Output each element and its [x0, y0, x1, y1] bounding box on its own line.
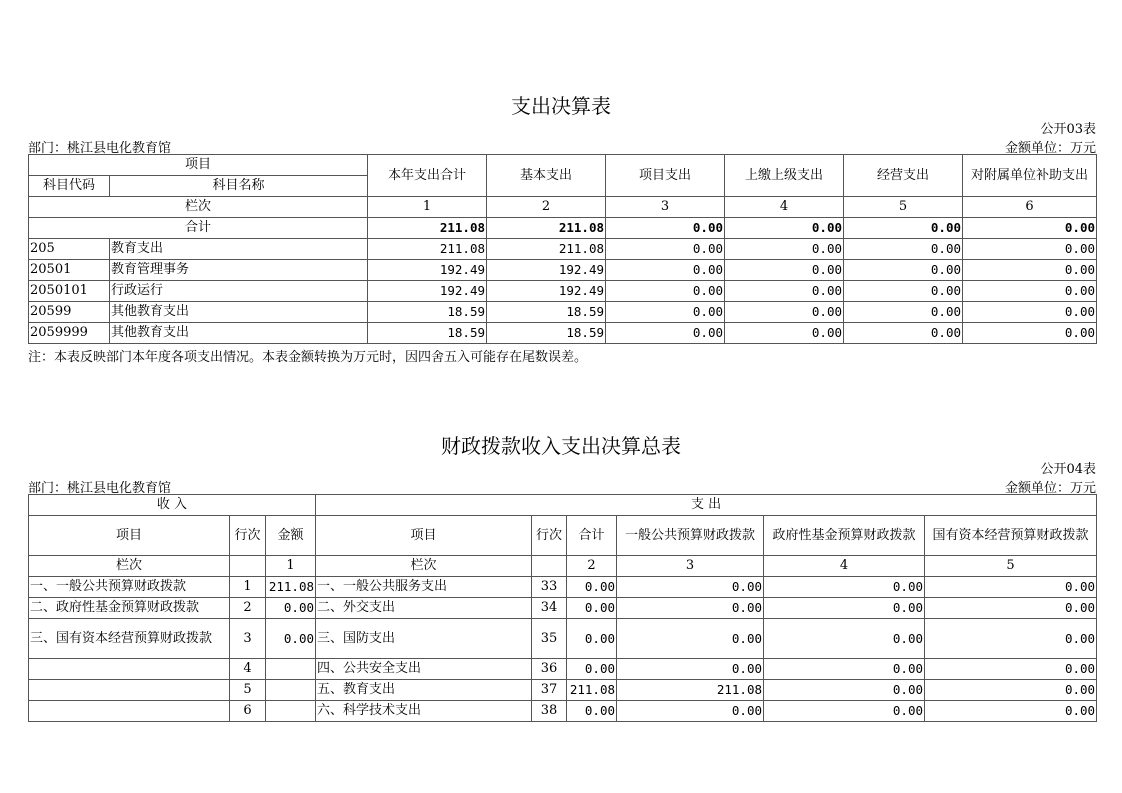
subject-code: 20599: [29, 302, 110, 323]
income-item: 一、一般公共预算财政拨款: [29, 577, 230, 598]
header-income-rowno: 行次: [230, 516, 266, 556]
amount-cell: 0.00: [844, 260, 963, 281]
expense-item: 六、科学技术支出: [316, 701, 532, 722]
amount-cell: 211.08: [617, 680, 764, 701]
col-number: 4: [725, 197, 844, 218]
header-income: 收 入: [29, 495, 316, 516]
amount-cell: 0.00: [567, 659, 617, 680]
table2-unit: 金额单位：万元: [1004, 481, 1096, 496]
amount-cell: 0.00: [764, 701, 925, 722]
table-row: [29, 577, 1097, 598]
amount-cell: 0.00: [725, 260, 844, 281]
col-number: 4: [764, 556, 925, 577]
col-number: 6: [963, 197, 1097, 218]
col-number: 2: [567, 556, 617, 577]
total-cell: 0.00: [844, 218, 963, 239]
lanci-label: 栏次: [29, 556, 230, 577]
table-row: [29, 302, 1097, 323]
table-row: [29, 281, 1097, 302]
income-amount: 0.00: [266, 619, 316, 659]
income-amount: 211.08: [266, 577, 316, 598]
income-rowno: 1: [230, 577, 266, 598]
total-label: 合计: [29, 218, 368, 239]
table-row: [29, 260, 1097, 281]
amount-cell: 192.49: [487, 260, 606, 281]
amount-cell: 0.00: [725, 323, 844, 344]
total-cell: 0.00: [606, 218, 725, 239]
amount-cell: 0.00: [617, 577, 764, 598]
amount-cell: 18.59: [487, 302, 606, 323]
table2-title: 财政拨款收入支出决算总表: [441, 434, 681, 458]
amount-cell: 0.00: [725, 239, 844, 260]
amount-cell: 0.00: [567, 598, 617, 619]
subject-name: 其他教育支出: [110, 323, 368, 344]
amount-cell: 0.00: [567, 701, 617, 722]
total-cell: 0.00: [963, 218, 1097, 239]
table1-department: 部门：桃江县电化教育馆: [28, 141, 172, 156]
subject-code: 2050101: [29, 281, 110, 302]
col-number: 3: [606, 197, 725, 218]
amount-cell: 0.00: [606, 260, 725, 281]
expense-rowno: 35: [532, 619, 567, 659]
table-row: [29, 323, 1097, 344]
col-number: 2: [487, 197, 606, 218]
header-expense-rowno: 行次: [532, 516, 567, 556]
amount-cell: 0.00: [764, 619, 925, 659]
table1-unit: 金额单位：万元: [1004, 141, 1096, 156]
income-amount: [266, 701, 316, 722]
amount-cell: 211.08: [567, 680, 617, 701]
header-gov-fund: 政府性基金预算财政拨款: [764, 516, 925, 556]
amount-cell: 211.08: [487, 239, 606, 260]
income-rowno: 6: [230, 701, 266, 722]
total-row: [29, 218, 1097, 239]
amount-cell: 0.00: [764, 598, 925, 619]
header-general-budget: 一般公共预算财政拨款: [617, 516, 764, 556]
header-name: 科目名称: [110, 176, 368, 197]
expense-rowno: 36: [532, 659, 567, 680]
table-row: [29, 598, 1097, 619]
amount-cell: 18.59: [368, 302, 487, 323]
amount-cell: 0.00: [925, 701, 1097, 722]
table2-number: 公开04表: [1040, 462, 1096, 477]
header-income-amount: 金额: [266, 516, 316, 556]
amount-cell: 0.00: [764, 577, 925, 598]
subject-code: 2059999: [29, 323, 110, 344]
income-item: 二、政府性基金预算财政拨款: [29, 598, 230, 619]
amount-cell: 0.00: [617, 598, 764, 619]
lanci-label: 栏次: [29, 197, 368, 218]
amount-cell: 0.00: [844, 281, 963, 302]
subject-code: 205: [29, 239, 110, 260]
amount-cell: 192.49: [368, 260, 487, 281]
amount-cell: 0.00: [963, 239, 1097, 260]
subject-name: 教育支出: [110, 239, 368, 260]
amount-cell: 18.59: [368, 323, 487, 344]
amount-cell: 0.00: [925, 619, 1097, 659]
subject-code: 20501: [29, 260, 110, 281]
fiscal-appropriation-table: [28, 494, 1097, 722]
col-number: 3: [617, 556, 764, 577]
amount-cell: 0.00: [963, 323, 1097, 344]
header-col: 项目支出: [606, 155, 725, 197]
expense-item: 二、外交支出: [316, 598, 532, 619]
header-expense: 支 出: [316, 495, 1097, 516]
total-cell: 211.08: [368, 218, 487, 239]
amount-cell: 0.00: [606, 302, 725, 323]
amount-cell: 0.00: [617, 659, 764, 680]
subject-name: 其他教育支出: [110, 302, 368, 323]
income-item: [29, 680, 230, 701]
expense-rowno: 34: [532, 598, 567, 619]
income-amount: 0.00: [266, 598, 316, 619]
income-item: [29, 659, 230, 680]
col-number: [230, 556, 266, 577]
lanci-row: [29, 556, 1097, 577]
table1-number: 公开03表: [1040, 122, 1096, 137]
header-col: 上缴上级支出: [725, 155, 844, 197]
amount-cell: 0.00: [606, 281, 725, 302]
col-number: 5: [844, 197, 963, 218]
amount-cell: 0.00: [617, 701, 764, 722]
amount-cell: 0.00: [567, 577, 617, 598]
header-col: 本年支出合计: [368, 155, 487, 197]
table1-note: 注：本表反映部门本年度各项支出情况。本表金额转换为万元时，因四舍五入可能存在尾数误差。: [28, 350, 588, 365]
amount-cell: 18.59: [487, 323, 606, 344]
income-rowno: 4: [230, 659, 266, 680]
col-number: [532, 556, 567, 577]
amount-cell: 0.00: [925, 577, 1097, 598]
expense-item: 一、一般公共服务支出: [316, 577, 532, 598]
amount-cell: 192.49: [368, 281, 487, 302]
table-row: [29, 701, 1097, 722]
amount-cell: 0.00: [925, 680, 1097, 701]
table1-title: 支出决算表: [511, 94, 611, 118]
col-number: 5: [925, 556, 1097, 577]
lanci-label: 栏次: [316, 556, 532, 577]
income-rowno: 5: [230, 680, 266, 701]
amount-cell: 0.00: [764, 659, 925, 680]
amount-cell: 0.00: [764, 680, 925, 701]
amount-cell: 0.00: [725, 281, 844, 302]
total-cell: 211.08: [487, 218, 606, 239]
amount-cell: 0.00: [844, 323, 963, 344]
amount-cell: 0.00: [925, 598, 1097, 619]
header-project: 项目: [29, 155, 368, 176]
income-rowno: 3: [230, 619, 266, 659]
amount-cell: 0.00: [963, 302, 1097, 323]
amount-cell: 0.00: [844, 302, 963, 323]
income-rowno: 2: [230, 598, 266, 619]
amount-cell: 0.00: [606, 239, 725, 260]
subject-name: 行政运行: [110, 281, 368, 302]
expense-item: 三、国防支出: [316, 619, 532, 659]
header-code: 科目代码: [29, 176, 110, 197]
expense-item: 五、教育支出: [316, 680, 532, 701]
col-number: 1: [266, 556, 316, 577]
income-amount: [266, 680, 316, 701]
header-col: 经营支出: [844, 155, 963, 197]
table-row: [29, 239, 1097, 260]
income-item: [29, 701, 230, 722]
subject-name: 教育管理事务: [110, 260, 368, 281]
amount-cell: 211.08: [368, 239, 487, 260]
expenditure-table: [28, 154, 1097, 344]
header-state-capital: 国有资本经营预算财政拨款: [925, 516, 1097, 556]
amount-cell: 0.00: [963, 281, 1097, 302]
amount-cell: 0.00: [617, 619, 764, 659]
header-col: 对附属单位补助支出: [963, 155, 1097, 197]
header-income-project: 项目: [29, 516, 230, 556]
income-amount: [266, 659, 316, 680]
col-number: 1: [368, 197, 487, 218]
header-expense-total: 合计: [567, 516, 617, 556]
amount-cell: 0.00: [963, 260, 1097, 281]
table-row: [29, 680, 1097, 701]
table2-department: 部门：桃江县电化教育馆: [28, 481, 172, 496]
expense-rowno: 33: [532, 577, 567, 598]
expense-item: 四、公共安全支出: [316, 659, 532, 680]
table-row: [29, 659, 1097, 680]
expense-rowno: 37: [532, 680, 567, 701]
amount-cell: 0.00: [844, 239, 963, 260]
header-col: 基本支出: [487, 155, 606, 197]
expense-rowno: 38: [532, 701, 567, 722]
amount-cell: 192.49: [487, 281, 606, 302]
lanci-row: [29, 197, 1097, 218]
income-item: 三、国有资本经营预算财政拨款: [29, 619, 230, 659]
table-row: [29, 619, 1097, 659]
amount-cell: 0.00: [725, 302, 844, 323]
total-cell: 0.00: [725, 218, 844, 239]
header-expense-project: 项目: [316, 516, 532, 556]
amount-cell: 0.00: [925, 659, 1097, 680]
amount-cell: 0.00: [567, 619, 617, 659]
amount-cell: 0.00: [606, 323, 725, 344]
